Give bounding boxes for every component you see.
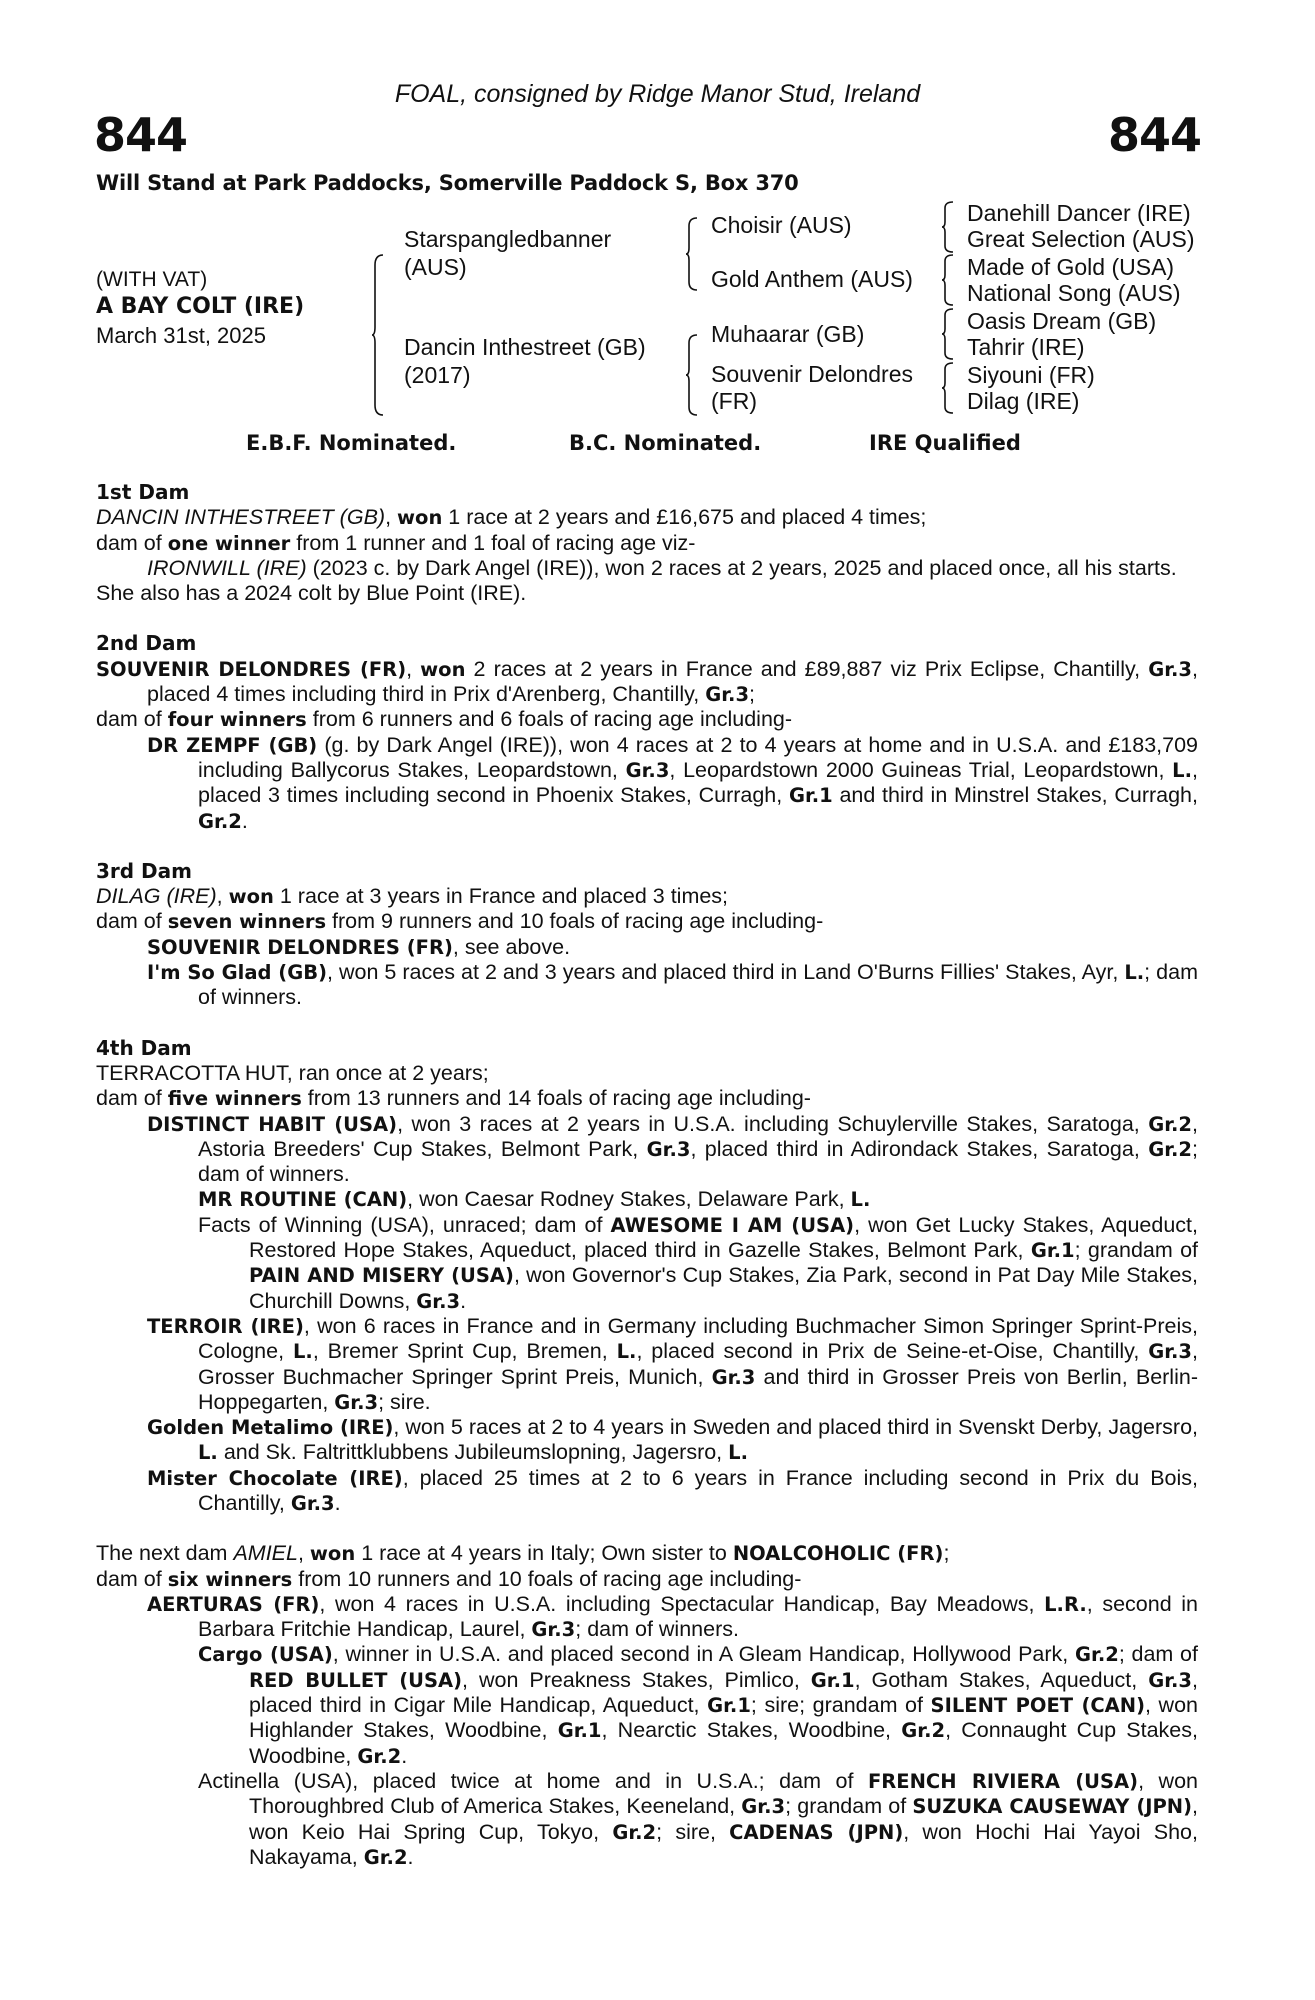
bold-text: Gr.3 <box>1148 1340 1193 1364</box>
bold-text: Gr.1 <box>1030 1239 1075 1263</box>
text-run: dam of <box>96 909 168 934</box>
bold-text: L. <box>198 1441 218 1465</box>
bold-text: L. <box>850 1188 871 1212</box>
dam-section <box>96 1036 1198 1517</box>
pedigree-paragraph <box>96 707 1198 732</box>
bold-text: Gr.1 <box>810 1668 855 1692</box>
pedigree-paragraph <box>96 1769 1198 1870</box>
bold-text: Gr.1 <box>788 784 833 808</box>
bold-text: NOALCOHOLIC (FR) <box>732 1542 944 1566</box>
gen3-ancestor: Oasis Dream (GB) <box>967 308 1157 334</box>
text-run: , <box>385 505 398 530</box>
text-run: , won Highlander Stakes, Woodbine, <box>249 1693 1198 1743</box>
dam-section <box>96 859 1198 1011</box>
pedigree-paragraph <box>96 581 1198 606</box>
text-run: . <box>401 1743 408 1768</box>
text-run: , <box>406 656 421 681</box>
pedigree-paragraph <box>96 1112 1198 1188</box>
ire-qualified: IRE Qualified <box>869 431 1021 455</box>
pedigree-paragraph <box>96 1061 1198 1086</box>
brace-sire-parents <box>686 218 698 290</box>
text-run: . <box>241 808 248 833</box>
text-run: , won Governor's Cup Stakes, Zia Park, second in Pat Day Mile Stakes, Churchill Downs, <box>249 1263 1199 1313</box>
bold-text: Gr.1 <box>557 1719 602 1743</box>
bold-text: Gr.2 <box>901 1719 946 1743</box>
gen3-ancestor: Tahrir (IRE) <box>967 334 1085 360</box>
bold-text: AWESOME I AM (USA) <box>610 1213 855 1237</box>
text-run: , Gotham Stakes, Aqueduct, <box>854 1667 1149 1692</box>
text-run: Actinella (USA), placed twice at home and in U.S.A.; dam of <box>198 1768 868 1793</box>
bold-text: L. <box>616 1340 637 1364</box>
text-run: , Grosser Buchmacher Springer Sprint Preis, Munich, <box>198 1339 1198 1389</box>
dam-section <box>96 631 1198 833</box>
sire-name: Starspangledbanner <box>404 226 612 252</box>
gen3-ancestor: Siyouni (FR) <box>967 362 1095 388</box>
text-run: 1 race at 2 years and £16,675 and placed 4 times; <box>442 505 927 530</box>
text-run: , won Keio Hai Spring Cup, Tokyo, <box>249 1794 1198 1844</box>
text-run: ; sire; grandam of <box>750 1693 931 1718</box>
pedigree-paragraph <box>96 909 1198 934</box>
text-run: , placed 4 times including third in Prix d'Arenberg, Chantilly, <box>147 656 1198 707</box>
text-run: . <box>407 1844 414 1869</box>
bold-text: Gr.3 <box>1148 1668 1193 1692</box>
pedigree-paragraph <box>96 1466 1198 1517</box>
text-run: , won 4 races in U.S.A. including Spectacular Handicap, Bay Meadows, <box>319 1591 1045 1616</box>
dam-line-text <box>96 480 1198 1895</box>
bold-text: Gr.3 <box>711 1365 756 1389</box>
section-heading: 3rd Dam <box>96 858 192 883</box>
dam-year: (2017) <box>404 362 471 388</box>
text-run: ; <box>943 1541 950 1566</box>
text-run: , Astoria Breeders' Cup Stakes, Belmont Park, <box>198 1111 1198 1161</box>
text-run: She also has a 2024 colt by Blue Point (IRE). <box>96 581 527 606</box>
gen3-ancestor: Dilag (IRE) <box>967 388 1080 414</box>
bold-text: Gr.3 <box>741 1795 786 1819</box>
bold-text: Gr.3 <box>290 1491 335 1515</box>
text-run: , won Hochi Hai Yayoi Sho, Nakayama, <box>249 1819 1198 1869</box>
stand-location: Will Stand at Park Paddocks, Somerville Paddock S, Box 370 <box>96 171 799 195</box>
text-run: , won 3 races at 2 years in U.S.A. including Schuylerville Stakes, Saratoga, <box>397 1111 1149 1136</box>
lot-number-left: 844 <box>94 108 188 162</box>
bold-text: Gr.3 <box>705 683 750 707</box>
bold-text: Gr.2 <box>363 1845 408 1869</box>
pedigree-paragraph <box>96 733 1198 834</box>
ebf-nomination: E.B.F. Nominated. <box>246 431 457 455</box>
dam-dam-country: (FR) <box>711 388 757 414</box>
bold-text: Gr.2 <box>1148 1112 1193 1136</box>
bold-text: Gr.3 <box>531 1618 576 1642</box>
text-run: Facts of Winning (USA), unraced; dam of <box>198 1212 611 1237</box>
text-run: , won Caesar Rodney Stakes, Delaware Park, <box>407 1187 851 1212</box>
text-run: and Sk. Faltrittklubbens Jubileumslopning, Jagersro, <box>217 1440 729 1465</box>
text-run: , won 5 races at 2 and 3 years and placed third in Land O'Burns Fillies' Stakes, Ayr, <box>326 960 1125 985</box>
text-run: and third in Grosser Preis von Berlin, Berlin-Hoppegarten, <box>198 1364 1198 1414</box>
bold-text: I'm So Glad (GB) <box>147 961 327 985</box>
brace-gen3-4 <box>942 363 954 413</box>
dam-name: Dancin Inthestreet (GB) <box>404 334 646 360</box>
italic-text: AMIEL <box>233 1541 298 1566</box>
bold-text: RED BULLET (USA) <box>249 1668 463 1692</box>
sire-sire: Choisir (AUS) <box>711 212 852 238</box>
pedigree-paragraph <box>96 1642 1198 1768</box>
text-run: dam of <box>96 1566 168 1591</box>
brace-gen3-3 <box>942 309 954 359</box>
bold-text: one winner <box>167 531 291 555</box>
bold-text: MR ROUTINE (CAN) <box>198 1188 408 1212</box>
bold-text: won <box>309 1542 356 1566</box>
text-run: , placed second in Prix de Seine-et-Oise, Chantilly, <box>636 1339 1149 1364</box>
bold-text: four winners <box>167 708 307 732</box>
bold-text: seven winners <box>167 910 327 934</box>
brace-dam-parents <box>686 335 698 415</box>
bold-text: Gr.2 <box>198 809 242 833</box>
bold-text: L. <box>1172 758 1193 782</box>
gen3-ancestor: Made of Gold (USA) <box>967 254 1175 280</box>
text-run: , placed 25 times at 2 to 6 years in France including second in Prix du Bois, Chantilly, <box>198 1465 1198 1515</box>
pedigree-paragraph <box>96 657 1198 708</box>
italic-text: IRONWILL (IRE) <box>147 555 307 580</box>
italic-text: DANCIN INTHESTREET (GB) <box>96 505 386 530</box>
bold-text: Gr.2 <box>612 1820 657 1844</box>
bold-text: SOUVENIR DELONDRES (FR) <box>96 657 407 681</box>
pedigree-paragraph <box>96 556 1198 581</box>
text-run: , won Get Lucky Stakes, Aqueduct, Restored Hope Stakes, Aqueduct, placed third in Gazelle Stakes, Belmont Park, <box>249 1212 1198 1263</box>
bold-text: Gr.3 <box>334 1390 379 1414</box>
bold-text: Gr.3 <box>625 758 670 782</box>
text-run: , see above. <box>452 934 571 959</box>
gen3-ancestor: Great Selection (AUS) <box>967 226 1195 252</box>
bold-text: won <box>228 885 274 909</box>
bold-text: Gr.2 <box>357 1744 402 1768</box>
dam-section <box>96 480 1198 606</box>
bold-text: Cargo (USA) <box>198 1643 333 1667</box>
bold-text: SOUVENIR DELONDRES (FR) <box>147 935 453 959</box>
pedigree-paragraph <box>96 960 1198 1011</box>
text-run: , winner in U.S.A. and placed second in A Gleam Handicap, Hollywood Park, <box>332 1642 1075 1667</box>
text-run: (g. by Dark Angel (IRE)), won 4 races at 2 to 4 years at home and in U.S.A. and £183,709 including Ballycorus Stakes, Leopardstown, <box>198 732 1199 782</box>
text-run: TERRACOTTA HUT, ran once at 2 years; <box>96 1060 489 1085</box>
text-run: 2 races at 2 years in France and £89,887 viz Prix Eclipse, Chantilly, <box>465 656 1149 681</box>
bold-text: Mister Chocolate (IRE) <box>147 1466 403 1490</box>
text-run: (2023 c. by Dark Angel (IRE)), won 2 races at 2 years, 2025 and placed once, all his starts. <box>306 555 1177 580</box>
bold-text: Gr.2 <box>1148 1137 1193 1161</box>
bold-text: SILENT POET (CAN) <box>930 1694 1146 1718</box>
bold-text: Gr.3 <box>416 1289 461 1313</box>
sire-country: (AUS) <box>404 254 467 280</box>
dam-dam-name: Souvenir Delondres <box>711 361 914 387</box>
consignor-line: FOAL, consigned by Ridge Manor Stud, Ireland <box>394 80 921 108</box>
text-run: ; dam of winners. <box>198 1136 1198 1187</box>
text-run: , won 6 races in France and in Germany including Buchmacher Simon Springer Sprint-Preis, Cologne, <box>198 1313 1198 1364</box>
text-run: , Nearctic Stakes, Woodbine, <box>601 1718 902 1743</box>
bold-text: Gr.1 <box>707 1694 751 1718</box>
dam-section <box>96 1541 1198 1870</box>
pedigree-paragraph <box>96 935 1198 960</box>
brace-gen3-2 <box>942 255 954 305</box>
bold-text: DR ZEMPF (GB) <box>147 733 318 757</box>
text-run: ; sire, <box>656 1819 730 1844</box>
text-run: ; grandam of <box>785 1794 913 1819</box>
sire-dam: Gold Anthem (AUS) <box>711 266 913 292</box>
bold-text: Gr.3 <box>646 1137 691 1161</box>
text-run: from 13 runners and 14 foals of racing age including- <box>301 1086 811 1111</box>
subject-name: A BAY COLT (IRE) <box>96 294 305 319</box>
italic-text: DILAG (IRE) <box>96 884 217 909</box>
text-run: , Connaught Cup Stakes, Woodbine, <box>249 1718 1198 1768</box>
bold-text: AERTURAS (FR) <box>147 1592 320 1616</box>
text-run: and third in Minstrel Stakes, Curragh, <box>832 783 1198 808</box>
text-run: ; dam of winners. <box>198 960 1198 1010</box>
section-heading: 1st Dam <box>96 480 190 504</box>
pedigree-paragraph <box>96 1086 1198 1111</box>
text-run: from 6 runners and 6 foals of racing age including- <box>306 707 793 732</box>
bold-text: PAIN AND MISERY (USA) <box>249 1264 514 1288</box>
pedigree-paragraph <box>96 1541 1198 1566</box>
pedigree-paragraph <box>96 1415 1198 1466</box>
section-heading: 2nd Dam <box>96 631 197 656</box>
bold-text: FRENCH RIVIERA (USA) <box>867 1769 1139 1793</box>
dam-sire: Muhaarar (GB) <box>711 321 865 347</box>
pedigree-paragraph <box>96 1187 1198 1212</box>
text-run: , won Thoroughbred Club of America Stakes, Keeneland, <box>249 1768 1198 1819</box>
text-run: , won 5 races at 2 to 4 years in Sweden and placed third in Svenskt Derby, Jagersro, <box>393 1415 1198 1440</box>
vat-label: (WITH VAT) <box>96 268 208 291</box>
text-run: The next dam <box>96 1541 234 1566</box>
bold-text: Gr.2 <box>1075 1643 1119 1667</box>
text-run: , <box>216 884 229 909</box>
section-heading: 4th Dam <box>96 1035 192 1060</box>
text-run: . <box>334 1490 341 1515</box>
brace-sire-dam <box>372 255 384 415</box>
pedigree-paragraph <box>96 531 1198 556</box>
bold-text: CADENAS (JPN) <box>729 1820 904 1844</box>
text-run: , placed third in Adirondack Stakes, Saratoga, <box>690 1136 1149 1161</box>
pedigree-paragraph <box>96 1592 1198 1643</box>
bold-text: won <box>420 657 466 681</box>
foaling-date: March 31st, 2025 <box>96 323 266 348</box>
text-run: , Bremer Sprint Cup, Bremen, <box>312 1339 617 1364</box>
text-run: dam of <box>96 1086 168 1111</box>
bold-text: L. <box>292 1340 313 1364</box>
bold-text: six winners <box>167 1567 293 1591</box>
pedigree-paragraph <box>96 1314 1198 1415</box>
text-run: . <box>460 1288 467 1313</box>
bc-nomination: B.C. Nominated. <box>569 431 762 455</box>
bold-text: L. <box>728 1441 748 1465</box>
pedigree-paragraph <box>96 884 1198 909</box>
pedigree-paragraph <box>96 1213 1198 1314</box>
text-run: dam of <box>96 530 168 555</box>
bold-text: DISTINCT HABIT (USA) <box>147 1112 398 1136</box>
bold-text: Golden Metalimo (IRE) <box>147 1416 394 1440</box>
gen3-ancestor: National Song (AUS) <box>967 280 1181 306</box>
text-run: ; <box>749 682 756 707</box>
text-run: , second in Barbara Fritchie Handicap, Laurel, <box>198 1591 1198 1642</box>
lot-number-right: 844 <box>1107 108 1201 162</box>
brace-gen3-1 <box>942 202 954 252</box>
text-run: 1 race at 3 years in France and placed 3 times; <box>273 884 729 909</box>
text-run: dam of <box>96 707 168 732</box>
text-run: from 10 runners and 10 foals of racing age including- <box>292 1566 802 1591</box>
bold-text: L. <box>1124 961 1145 985</box>
pedigree-paragraph <box>96 1567 1198 1592</box>
text-run: , placed 3 times including second in Phoenix Stakes, Curragh, <box>198 757 1198 808</box>
bold-text: five winners <box>167 1087 302 1111</box>
text-run: from 1 runner and 1 foal of racing age viz- <box>290 530 696 555</box>
text-run: ; dam of winners. <box>575 1617 739 1642</box>
text-run: , placed third in Cigar Mile Handicap, Aqueduct, <box>249 1667 1198 1718</box>
text-run: from 9 runners and 10 foals of racing age including- <box>326 909 824 934</box>
bold-text: L.R. <box>1044 1592 1087 1616</box>
text-run: ; sire. <box>378 1389 431 1414</box>
text-run: ; grandam of <box>1074 1238 1198 1263</box>
bold-text: Gr.3 <box>1148 657 1193 681</box>
text-run: , <box>297 1541 310 1566</box>
bold-text: won <box>397 506 443 530</box>
text-run: ; dam of <box>1118 1642 1198 1667</box>
bold-text: SUZUKA CAUSEWAY (JPN) <box>912 1795 1193 1819</box>
text-run: , won Preakness Stakes, Pimlico, <box>462 1667 811 1692</box>
text-run: 1 race at 4 years in Italy; Own sister to <box>355 1541 733 1566</box>
bold-text: TERROIR (IRE) <box>147 1314 304 1338</box>
text-run: , Leopardstown 2000 Guineas Trial, Leopardstown, <box>669 757 1173 782</box>
pedigree-paragraph <box>96 505 1198 530</box>
gen3-ancestor: Danehill Dancer (IRE) <box>967 200 1191 226</box>
